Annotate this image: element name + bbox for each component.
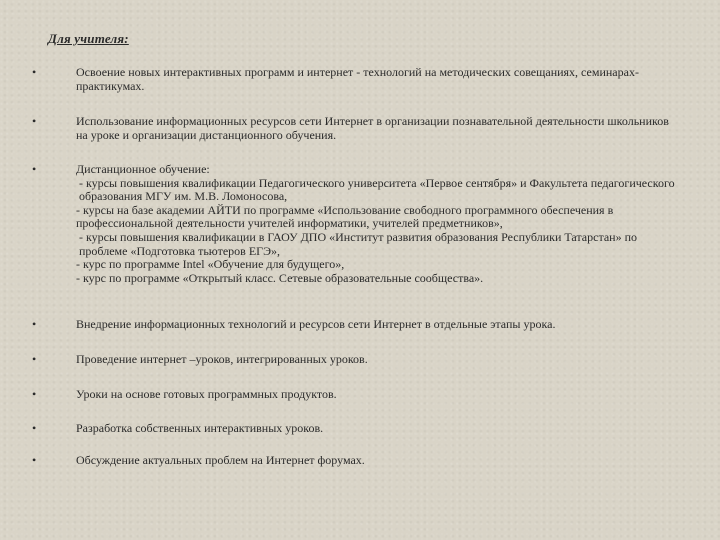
sub-item: - курсы повышения квалификации Педагогического университета «Первое сентября» и Факультета педагогического образования МГУ им. М.В. Ломоносова, — [79, 175, 675, 204]
bullet-icon: • — [32, 114, 37, 128]
list-item — [32, 66, 682, 93]
sub-item: - курсы на базе академии АЙТИ по программе «Использование свободного программного обеспечения в профессиональной деятельности учителей информатики, учителей предметников», — [76, 202, 614, 231]
list-item-distance-learning — [32, 163, 682, 285]
list-item — [32, 454, 365, 468]
list-item-text: Обсуждение актуальных проблем на Интернет форумах. — [76, 453, 365, 467]
bullet-icon: • — [32, 65, 37, 79]
list-item-text: Проведение интернет –уроков, интегрированных уроков. — [76, 352, 368, 366]
list-item-text: Разработка собственных интерактивных уроков. — [76, 421, 324, 435]
list-item — [32, 318, 555, 332]
bullet-icon: • — [32, 162, 37, 176]
list-item-text: Внедрение информационных технологий и ресурсов сети Интернет в отдельные этапы урока. — [76, 317, 556, 331]
list-item — [32, 115, 682, 142]
bullet-icon: • — [32, 387, 37, 401]
list-item-text: Использование информационных ресурсов сети Интернет в организации познавательной деятельности школьников на уроке и организации дистанционного обучения. — [76, 114, 669, 142]
heading: Для учителя: — [48, 31, 129, 46]
bullet-icon: • — [32, 317, 37, 331]
bullet-icon: • — [32, 421, 37, 435]
list-item — [32, 388, 337, 402]
sub-item: - курс по программе «Открытый класс. Сетевые образовательные сообщества». — [76, 270, 484, 285]
list-item — [32, 422, 323, 436]
bullet-icon: • — [32, 453, 37, 467]
sub-item: - курсы повышения квалификации в ГАОУ ДПО «Институт развития образования Республики Татарстан» по проблеме «Подготовка тьютеров ЕГЭ», — [79, 229, 638, 258]
list-item-text: Уроки на основе готовых программных продуктов. — [76, 387, 337, 401]
bullet-icon: • — [32, 352, 37, 366]
list-item-text: Освоение новых интерактивных программ и интернет - технологий на методических совещаниях, семинарах-практикумах. — [76, 65, 639, 93]
list-item-text: Дистанционное обучение: — [76, 162, 210, 176]
list-item — [32, 353, 368, 367]
sub-item: - курс по программе Intel «Обучение для будущего», — [76, 257, 345, 272]
